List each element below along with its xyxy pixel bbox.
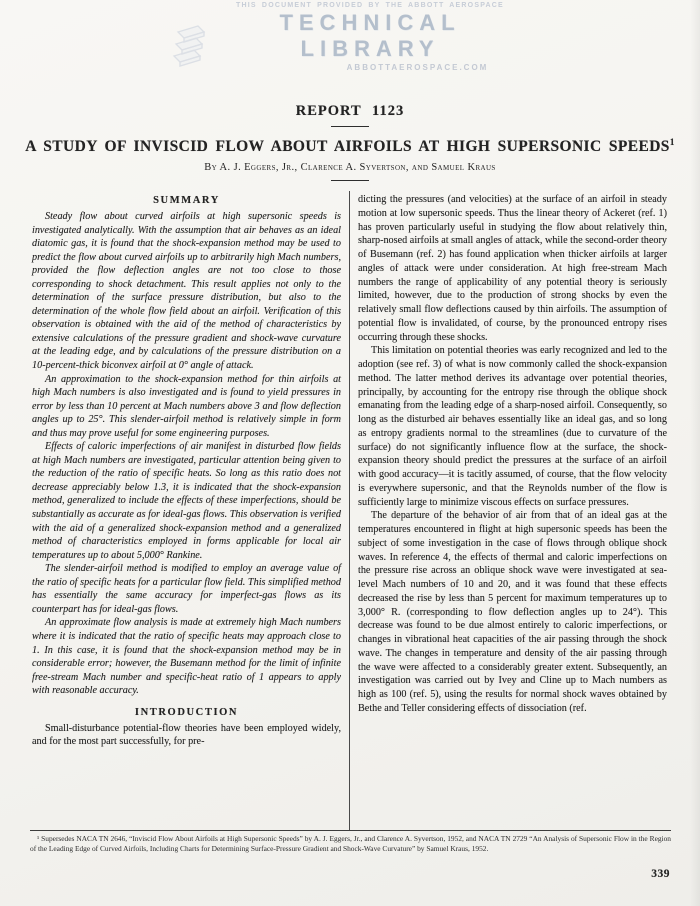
footnote-area [30,830,671,853]
body-paragraph-3: The departure of the behavior of air from that of an ideal gas at the temperatures encountered in flight at high supersonic speeds has been the subject of some investigation in the case of flows through oblique shock waves. In reference 4, the effects of thermal and caloric imperfections on the pressure rise across an oblique shock wave were investigated at sea-level Mach numbers of 10 and 20, and it was found that these effects decreased the rise by less than 5 percent for maximum temperatures up to 3,000° R. (corresponding to flow deflection angles up to 24°). This decrease was found to be due almost entirely to caloric imperfections, or changes in vibrational heat capacities of the air passing through the shock wave. The changes in temperature and density of the air passing through the wave were affected to a considerably greater extent. Subsequently, an investigation was carried out by Ivey and Cline up to Mach numbers as high as 100 (ref. 5), using the results for normal shock waves obtained by Bethe and Teller considering effects of dissociation (ref. [358,510,667,714]
report-header [0,103,700,181]
summary-paragraph-3: Effects of caloric imperfections of air manifest in disturbed flow fields at high Mach numbers are investigated, particular attention being given to the reduction of the ratio of specific heats. So long as this ratio does not decrease appreciably below 1.3, it is indicated that the shock-expansion method, generalized to include the effects of these imperfections, should be substantially as accurate as for ideal-gas flows. This observation is verified with the aid of a generalized shock-expansion method and a generalized method of characteristics employed in forms applicable for local air temperatures up to about 5,000° Rankine. [32,441,341,561]
summary-heading: SUMMARY [153,195,220,206]
page-number: 339 [651,868,670,880]
summary-paragraph-5: An approximate flow analysis is made at extremely high Mach numbers where it is indicated that the ratio of specific heats may approach close to 1. In this case, it is found that the shock-expansion method may be in considerable error; however, the Busemann method for the limit of infinite free-stream Mach number and specific-heat ratio of 1 appears to apply with reasonable accuracy. [32,617,341,697]
summary-paragraph-4: The slender-airfoil method is modified to employ an average value of the ratio of specific heats for a particular flow field. This simplified method has essentially the same accuracy for imperfect-gas flows as its counterpart has for ideal-gas flows. [32,563,341,615]
byline: By A. J. Eggers, Jr., Clarence A. Syvertson, and Samuel Kraus [204,162,496,174]
introduction-heading: INTRODUCTION [134,706,239,718]
header-divider-rule [331,126,369,127]
watermark [168,2,518,75]
stacked-documents-logo-icon [168,18,214,75]
watermark-provider-line: THIS DOCUMENT PROVIDED BY THE ABBOTT AEROSPACE [236,2,504,9]
summary-paragraph-1: Steady flow about curved airfoils at high supersonic speeds is investigated analytically. With the assumption that air behaves as an ideal diatomic gas, it is found that the shock-expansion method may be used to predict the flow about curved airfoils up to arbitrarily high Mach numbers, provided the flow deflection angles are not too close to those corresponding to shock detachment. This result applies not only to the determination of the surface pressure distribution, but also to the determination of the whole flow field about an airfoil. Verification of this observation is obtained with the aid of the method of characteristics by extensive calculations of the pressure gradient and shock-wave curvature at the leading edge, and by calculations of the pressure distribution on a 10-percent-thick biconvex airfoil at 0° angle of attack. [32,211,341,372]
left-column [32,193,341,749]
footnote: ¹ Supersedes NACA TN 2646, “Inviscid Flow About Airfoils at High Supersonic Speeds” by A. J. Eggers, Jr., and Clarence A. Syvertson, 1952, and NACA TN 2729 “An Analysis of Supersonic Flow in the Region of the Leading Edge of Curved Airfoils, Including Charts for Determining Surface-Pressure Gradient and Shock-Wave Curvature” by Samuel Kraus, 1952. [30,834,671,853]
body-columns [32,193,668,749]
report-number: REPORT 1123 [295,103,405,119]
body-paragraph-1: dicting the pressures (and velocities) at the surface of an airfoil in steady motion at low supersonic speeds. Thus the linear theory of Ackeret (ref. 1) has proven particularly useful in studying the flow about relatively thin, sharp-nosed airfoils at small angles of attack, while the second-order theory of Busemann (ref. 2) has found application when thicker airfoils at larger angles of attack were under consideration. At high free-stream Mach numbers the range of applicability of any potential theory is seriously limited, however, due to the production of strong shocks by even the relatively small flow deflections caused by thin airfoils. The assumption of potential flow is invalidated, of course, by the pronounced entropy rises occurring through these shocks. [358,194,667,343]
watermark-text [222,2,518,72]
paper-title-text: A STUDY OF INVISCID FLOW ABOUT AIRFOILS AT HIGH SUPERSONIC SPEEDS [25,138,670,156]
title-footnote-ref: 1 [669,137,675,147]
byline-divider-rule [331,180,369,181]
introduction-paragraph: Small-disturbance potential-flow theories have been employed widely, and for the most part successfully, for pre- [32,722,341,748]
summary-paragraph-2: An approximation to the shock-expansion method for thin airfoils at high Mach numbers is also investigated and is found to yield pressures in error by less than 10 percent at Mach numbers above 3 and flow deflection angles up to 25°. This slender-airfoil method is relatively simple in form and thus may prove useful for some engineering purposes. [32,373,341,439]
body-paragraph-2: This limitation on potential theories was early recognized and led to the adoption (see ref. 3) of what is now commonly called the shock-expansion method. The latter method derives its advantage over potential theories, principally, by accounting for the entropy rise through the oblique shock emanating from the leading edge of a sharp-nosed airfoil. Consequently, so long as the disturbed air behaves essentially like an ideal gas, and so long as entropy gradients normal to the streamlines (due to curvature of the surface) do not significantly influence flow at the surface, the shock-expansion theory should predict the pressures at the surface of an airfoil with good accuracy—it is tacitly assumed, of course, that the flow velocity is everywhere supersonic, and that the Reynolds number of the flow is sufficiently large to minimize viscous effects on surface pressures. [358,345,667,508]
right-column [358,193,667,749]
watermark-library-title: TECHNICAL LIBRARY [279,10,461,61]
paper-title [0,137,700,156]
watermark-url: ABBOTTAEROSPACE.COM [346,63,489,72]
